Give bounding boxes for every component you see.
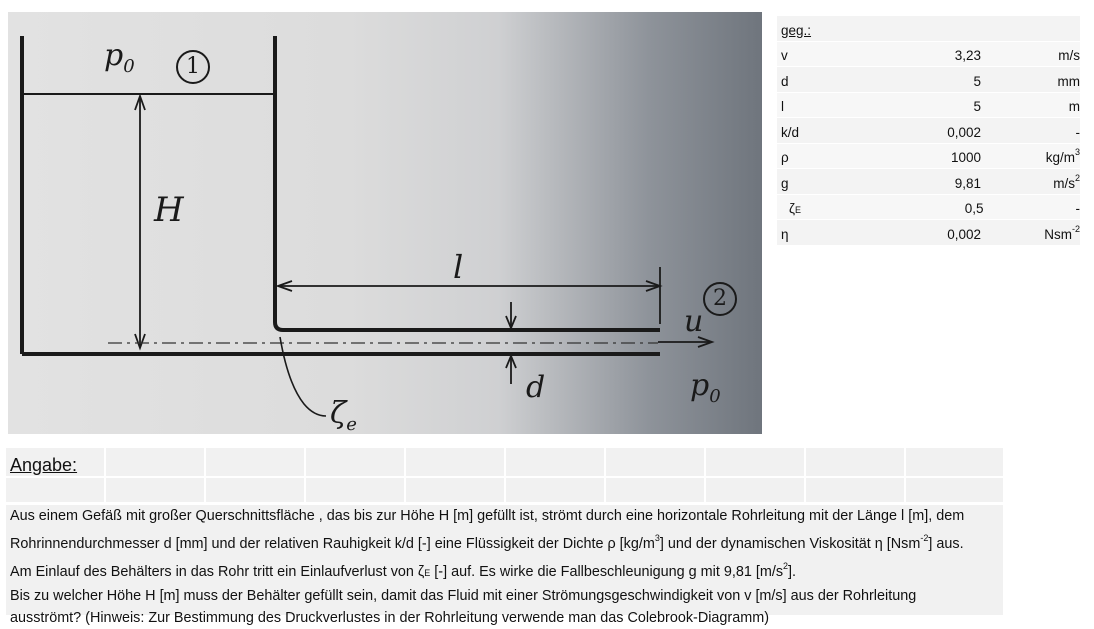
symbol: η (781, 226, 789, 242)
table-row (777, 144, 1080, 170)
unit: m (1068, 99, 1080, 114)
unit: - (1075, 201, 1080, 216)
unit: Nsm$^{-2}$ (1044, 223, 1080, 242)
point-2-marker: 2 (703, 282, 737, 316)
diameter-label: d (526, 370, 546, 405)
statement-line-2: Rohrinnendurchmesser d [mm] und der relativen Rauhigkeit k/d [-] eine Flüssigkeit der Dichte ρ $[kg/m^3]$ und der dynamischen Viskosität η [Nsm$^{-2}$] aus. (10, 533, 964, 553)
table-row (777, 42, 1080, 68)
unit: - (1075, 124, 1080, 140)
value: 0,5 (964, 201, 984, 216)
statement-line-1: Aus einem Gefäß mit großer Querschnittsfläche , das bis zur Höhe H [m] gefüllt ist, strömt durch eine horizontale Rohrleitung mit der Länge l [m], dem (10, 508, 965, 524)
table-row (777, 118, 1080, 144)
value: 5 (973, 99, 981, 114)
given-header: geg.: (781, 22, 812, 38)
unit: $kg/m^3$ (1045, 147, 1080, 165)
spacer-row (6, 478, 1003, 502)
unit: $m/s^2$ (1053, 172, 1080, 191)
length-label: l (453, 248, 464, 286)
unit: m/s (1058, 48, 1080, 63)
table-row (777, 220, 1080, 246)
given-values-table (777, 16, 1080, 246)
value: 1000 (950, 150, 981, 165)
statement-line-5: ausströmt? (Hinweis: Zur Bestimmung des Druckverlustes in der Rohrleitung verwende man das Colebrook-Diagramm) (10, 609, 769, 626)
table-row (777, 195, 1080, 221)
given-header-row (777, 16, 1080, 42)
value: 3,23 (954, 48, 981, 63)
value: 0,002 (947, 124, 981, 140)
table-row (777, 67, 1080, 93)
value: 0,002 (947, 226, 981, 242)
pressure-label-top: $p_0$ (104, 38, 135, 77)
problem-statement (6, 505, 1003, 626)
symbol: g (781, 175, 789, 191)
symbol: ζE (789, 201, 801, 216)
entry-loss-label: $\zeta_e$ (330, 396, 357, 434)
symbol: d (781, 73, 789, 89)
statement-line-3: Am Einlauf des Behälters in das Rohr tritt ein Einlaufverlust von ζE [-] auf. Es wirke die Fallbeschleunigung g mit 9,81 $[m/s^2]$. (10, 561, 797, 581)
value: 5 (973, 73, 981, 89)
height-label: H (154, 190, 184, 230)
symbol: v (781, 48, 788, 63)
symbol: ρ (781, 150, 789, 165)
angabe-header-row (6, 448, 1003, 476)
pressure-label-outlet: $p_0$ (690, 368, 721, 407)
value: 9,81 (954, 175, 981, 191)
statement-line-4: Bis zu welcher Höhe H [m] muss der Behälter gefüllt sein, damit das Fluid mit einer Strömungsgeschwindigkeit von v [m/s] aus der Rohrleitung (10, 587, 917, 604)
table-row (777, 169, 1080, 195)
tank-pipe-diagram (8, 12, 762, 434)
velocity-label: u (684, 304, 704, 339)
symbol: k/d (781, 124, 800, 140)
unit: mm (1057, 73, 1080, 89)
point-1-marker: 1 (176, 50, 210, 84)
symbol: l (781, 99, 784, 114)
angabe-title: Angabe: (10, 455, 83, 476)
table-row (777, 93, 1080, 119)
